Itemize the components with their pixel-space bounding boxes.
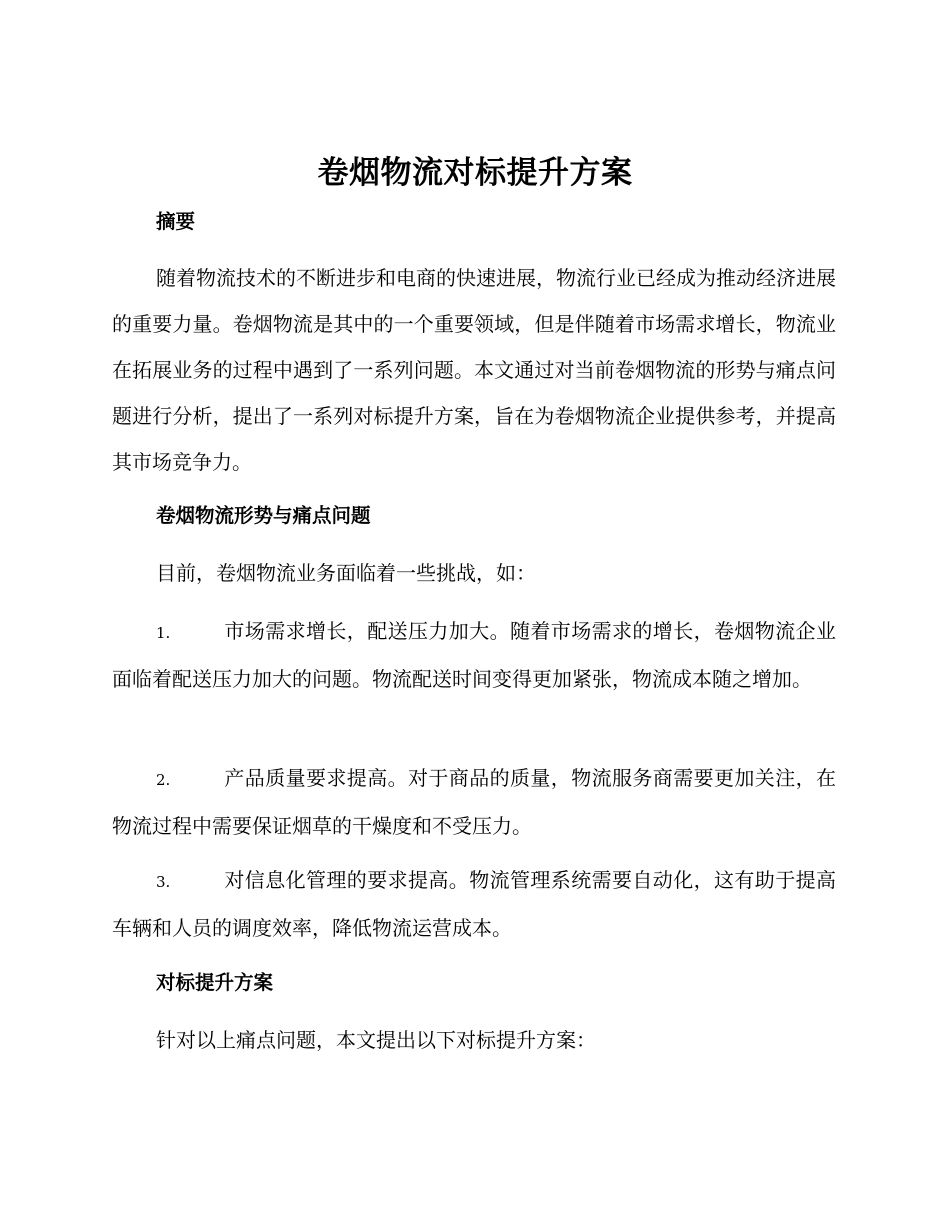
issue-number: 2. xyxy=(156,771,171,789)
situation-intro-paragraph: 目前，卷烟物流业务面临着一些挑战，如： xyxy=(156,561,536,585)
plan-intro-paragraph: 针对以上痛点问题，本文提出以下对标提升方案： xyxy=(156,1028,596,1052)
issue-text: 对信息化管理的要求提高。物流管理系统需要自动化，这有助于提高车辆和人员的调度效率，降低物流运营成本。 xyxy=(112,868,836,940)
abstract-paragraph: 随着物流技术的不断进步和电商的快速进展，物流行业已经成为推动经济进展的重要力量。卷烟物流是其中的一个重要领域，但是伴随着市场需求增长，物流业在拓展业务的过程中遇到了一系列问题。本文通过对当前卷烟物流的形势与痛点问题进行分析，提出了一系列对标提升方案，旨在为卷烟物流企业提供参考，并提高其市场竞争力。 xyxy=(112,266,836,474)
situation-heading: 卷烟物流形势与痛点问题 xyxy=(156,504,371,527)
issue-text: 产品质量要求提高。对于商品的质量，物流服务商需要更加关注，在物流过程中需要保证烟草的干燥度和不受压力。 xyxy=(112,766,836,838)
plan-heading: 对标提升方案 xyxy=(156,971,274,994)
issue-number: 1. xyxy=(156,624,171,642)
abstract-heading: 摘要 xyxy=(156,210,196,233)
issue-text: 市场需求增长，配送压力加大。随着市场需求的增长，卷烟物流企业面临着配送压力加大的问题。物流配送时间变得更加紧张，物流成本随之增加。 xyxy=(112,619,836,691)
issue-item-3 xyxy=(112,857,836,951)
document-title: 卷烟物流对标提升方案 xyxy=(317,155,633,191)
issue-number: 3. xyxy=(156,873,171,891)
issue-item-2 xyxy=(112,755,836,849)
issue-item-1 xyxy=(112,608,836,702)
